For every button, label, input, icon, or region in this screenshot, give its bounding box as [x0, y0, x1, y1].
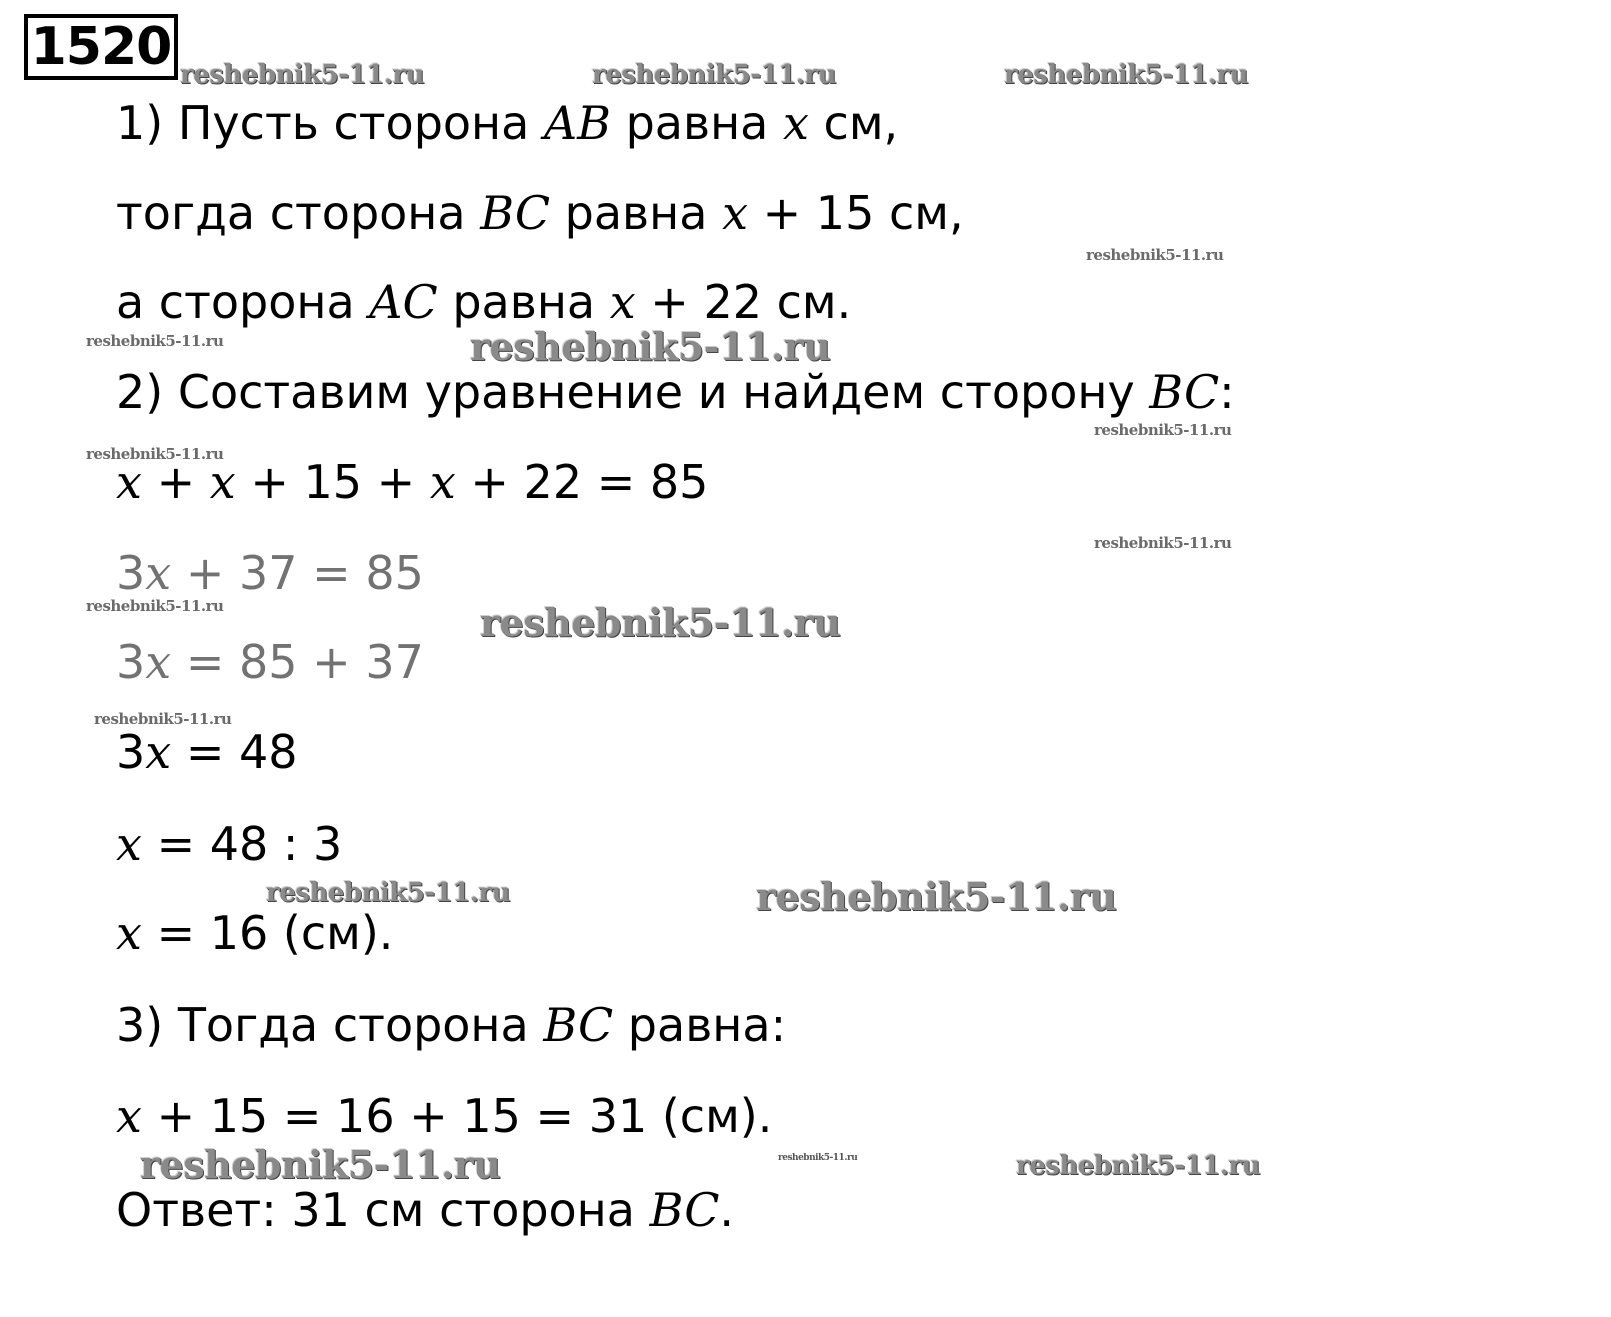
- var-x: x: [145, 725, 172, 779]
- text: см,: [808, 96, 899, 150]
- text: равна: [610, 96, 783, 150]
- watermark: reshebnik5-11.ru: [1094, 421, 1232, 439]
- var-bc: BC: [1149, 365, 1220, 419]
- text: = 85 + 37: [171, 635, 424, 689]
- text: :: [1219, 365, 1235, 419]
- text: Ответ: 31 см сторона: [116, 1183, 650, 1237]
- watermark: reshebnik5-11.ru: [94, 710, 232, 728]
- step-1-line-1: [116, 95, 898, 151]
- text: равна:: [613, 998, 787, 1052]
- text: + 15 см,: [748, 186, 964, 240]
- text: = 16 (см).: [141, 906, 394, 960]
- text: тогда сторона: [116, 186, 481, 240]
- var-bc: BC: [480, 186, 551, 240]
- watermark: reshebnik5-11.ru: [86, 445, 224, 463]
- watermark: reshebnik5-11.ru: [140, 1142, 501, 1187]
- var-x: x: [429, 455, 456, 509]
- text: = 48 : 3: [141, 817, 343, 871]
- watermark: reshebnik5-11.ru: [778, 1153, 858, 1163]
- watermark: reshebnik5-11.ru: [1086, 246, 1224, 264]
- var-bc: BC: [649, 1183, 720, 1237]
- step-1-line-3: [116, 274, 851, 330]
- text: + 22 = 85: [455, 455, 709, 509]
- text: 3: [116, 546, 146, 600]
- text: .: [719, 1183, 735, 1237]
- equation-2: [116, 545, 424, 601]
- watermark: reshebnik5-11.ru: [266, 878, 511, 908]
- watermark: reshebnik5-11.ru: [756, 874, 1117, 919]
- problem-number-box: 1520: [24, 14, 178, 80]
- equation-4: [116, 724, 298, 780]
- var-x: x: [116, 906, 142, 960]
- text: + 22 см.: [635, 275, 852, 329]
- watermark: reshebnik5-11.ru: [86, 332, 224, 350]
- text: + 15 +: [235, 455, 430, 509]
- var-ac: AC: [369, 275, 438, 329]
- text: 3: [116, 725, 146, 779]
- watermark: reshebnik5-11.ru: [480, 600, 841, 645]
- var-x: x: [116, 1089, 142, 1143]
- var-x: x: [145, 546, 172, 600]
- var-x: x: [145, 635, 172, 689]
- equation-6: [116, 905, 393, 961]
- watermark: reshebnik5-11.ru: [86, 597, 224, 615]
- equation-3: [116, 634, 424, 690]
- text: 3) Тогда сторона: [116, 998, 544, 1052]
- step-1-line-2: [116, 185, 964, 241]
- text: = 48: [171, 725, 298, 779]
- text: равна: [550, 186, 723, 240]
- text: а сторона: [116, 275, 370, 329]
- var-x: x: [209, 455, 236, 509]
- text: + 37 = 85: [171, 546, 424, 600]
- equation-7: [116, 1088, 772, 1144]
- text: +: [141, 455, 210, 509]
- var-x: x: [722, 186, 749, 240]
- watermark: reshebnik5-11.ru: [592, 60, 837, 90]
- text: 2) Составим уравнение и найдем сторону: [116, 365, 1150, 419]
- step-3-heading: [116, 997, 786, 1053]
- equation-5: [116, 816, 342, 872]
- watermark: reshebnik5-11.ru: [470, 324, 831, 369]
- answer-line: [116, 1182, 734, 1238]
- var-ab: AB: [543, 96, 611, 150]
- var-x: x: [609, 275, 636, 329]
- watermark: reshebnik5-11.ru: [1094, 534, 1232, 552]
- var-x: x: [116, 817, 142, 871]
- text: 1) Пусть сторона: [116, 96, 544, 150]
- watermark: reshebnik5-11.ru: [1016, 1151, 1261, 1181]
- var-bc: BC: [543, 998, 614, 1052]
- watermark: reshebnik5-11.ru: [1004, 60, 1249, 90]
- var-x: x: [782, 96, 809, 150]
- watermark: reshebnik5-11.ru: [180, 60, 425, 90]
- text: равна: [437, 275, 610, 329]
- text: + 15 = 16 + 15 = 31 (см).: [141, 1089, 773, 1143]
- text: 3: [116, 635, 146, 689]
- step-2-heading: [116, 364, 1235, 420]
- var-x: x: [116, 455, 142, 509]
